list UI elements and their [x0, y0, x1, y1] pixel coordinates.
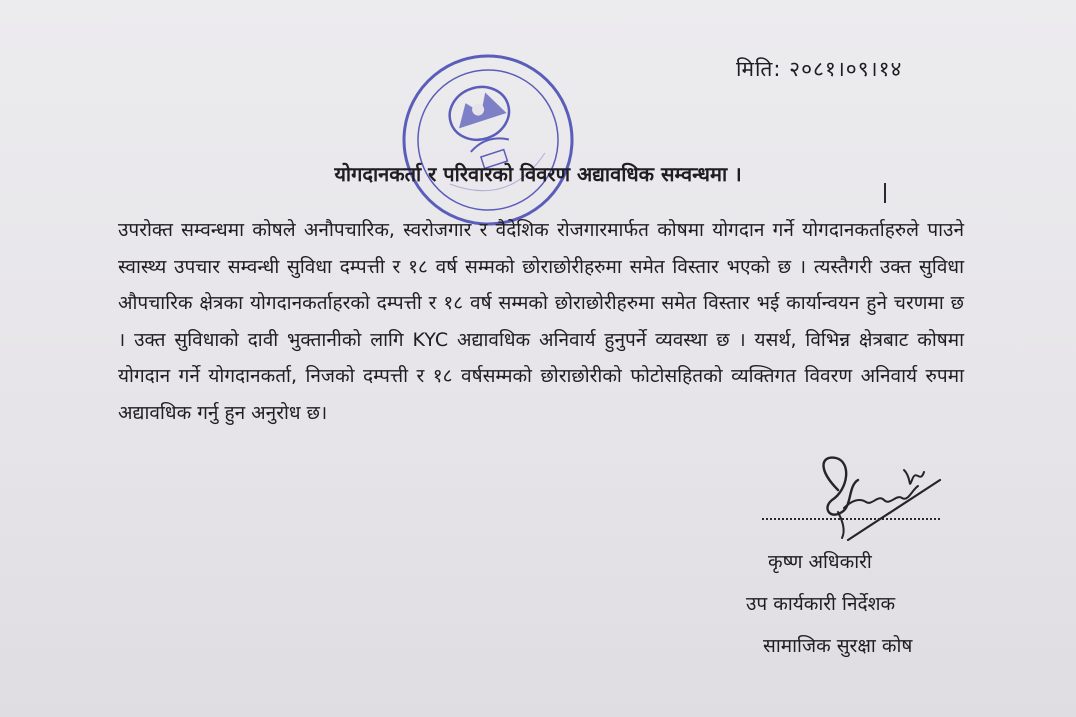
signatory-title: उप कार्यकारी निर्देशक — [746, 593, 896, 615]
official-seal — [398, 50, 578, 230]
handwritten-signature — [808, 450, 948, 545]
letter-body — [118, 212, 964, 431]
letter-subject: योगदानकर्ता र परिवारको विवरण अद्यावधिक सम्वन्धमा । — [334, 162, 742, 186]
signatory-name: कृष्ण अधिकारी — [768, 551, 872, 573]
signatory-organization: सामाजिक सुरक्षा कोष — [763, 635, 913, 657]
margin-mark — [884, 183, 886, 203]
body-paragraph: उपरोक्त सम्वन्धमा कोषले अनौपचारिक, स्वरोजगार र वैदेशिक रोजगारमार्फत कोषमा योगदान गर्ने योगदानकर्ताहरुले पाउने स्वास्थ्य उपचार सम्वन्धी सुविधा दम्पत्ती र १८ वर्ष सम्मको छोराछोरीहरुमा समेत विस्तार भएको छ । त्यस्तैगरी उक्त सुविधा औपचारिक क्षेत्रका योगदानकर्ताहरको दम्पत्ती र १८ वर्ष सम्मको छोराछोरीहरुमा समेत विस्तार भई कार्यान्वयन हुने चरणमा छ । उक्त सुविधाको दावी भुक्तानीको लागि KYC अद्यावधिक अनिवार्य हुनुपर्ने व्यवस्था छ । यसर्थ, विभिन्न क्षेत्रबाट कोषमा योगदान गर्ने योगदानकर्ता, निजको दम्पत्ती र १८ वर्षसम्मको छोराछोरीको फोटोसहितको व्यक्तिगत विवरण अनिवार्य रुपमा अद्यावधिक गर्नु हुन अनुरोध छ। — [118, 219, 964, 424]
letter-date: मिति: २०८१।०९।१४ — [736, 57, 903, 81]
signature-line — [762, 518, 940, 520]
